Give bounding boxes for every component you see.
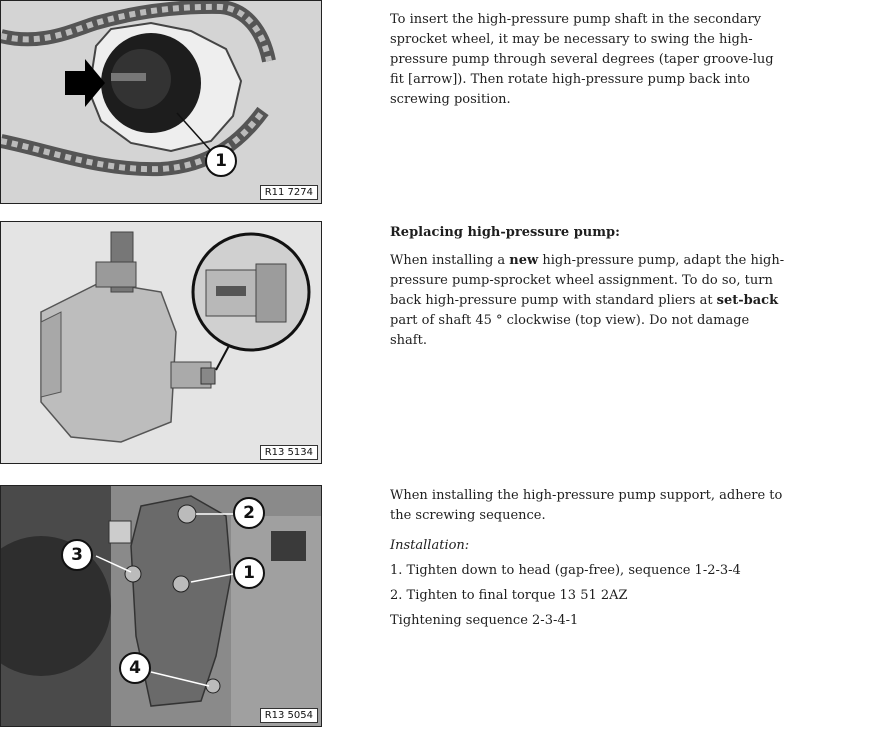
callout-4: 4 <box>119 652 151 684</box>
pump-illustration <box>1 222 321 463</box>
section-support-installation <box>390 486 790 631</box>
installation-label: Installation: <box>390 538 470 553</box>
tightening-sequence: Tightening sequence 2-3-4-1 <box>390 613 579 628</box>
sprocket-illustration <box>1 1 321 203</box>
callout-2: 2 <box>233 497 265 529</box>
callout-1: 1 <box>233 557 265 589</box>
figure-pump <box>0 221 322 464</box>
section-heading: Replacing high-pressure pump: <box>390 225 620 240</box>
figure-label: R13 5134 <box>260 445 318 460</box>
emphasis-new: new <box>509 253 539 268</box>
installation-step-2: 2. Tighten to final torque 13 51 2AZ <box>390 588 628 603</box>
figure-label: R13 5054 <box>260 708 318 723</box>
emphasis-setback: set-back <box>716 293 779 308</box>
callout-3: 3 <box>61 539 93 571</box>
installation-step-1: 1. Tighten down to head (gap-free), sequence 1-2-3-4 <box>390 563 741 578</box>
section-insert-shaft <box>390 10 790 110</box>
figure-support <box>0 485 322 727</box>
paragraph-insert-shaft: To insert the high-pressure pump shaft in the secondary sprocket wheel, it may be necessary to swing the high-pressure pump through several degrees (taper groove-lug fit [arrow]). Then rotate high-pressure pump back into screwing position. <box>390 12 774 107</box>
figure-label: R11 7274 <box>260 185 318 200</box>
paragraph-replacing-pump: When installing a new high-pressure pump, adapt the high-pressure pump-sprocket wheel assignment. To do so, turn back high-pressure pump with standard pliers at set-back part of shaft 45 ° clockwise (top view). Do not damage shaft. <box>390 253 785 348</box>
callout-1: 1 <box>205 145 237 177</box>
support-illustration <box>1 486 321 726</box>
section-replacing-pump <box>390 223 790 351</box>
paragraph-support-intro: When installing the high-pressure pump support, adhere to the screwing sequence. <box>390 488 783 523</box>
figure-sprocket <box>0 0 322 204</box>
